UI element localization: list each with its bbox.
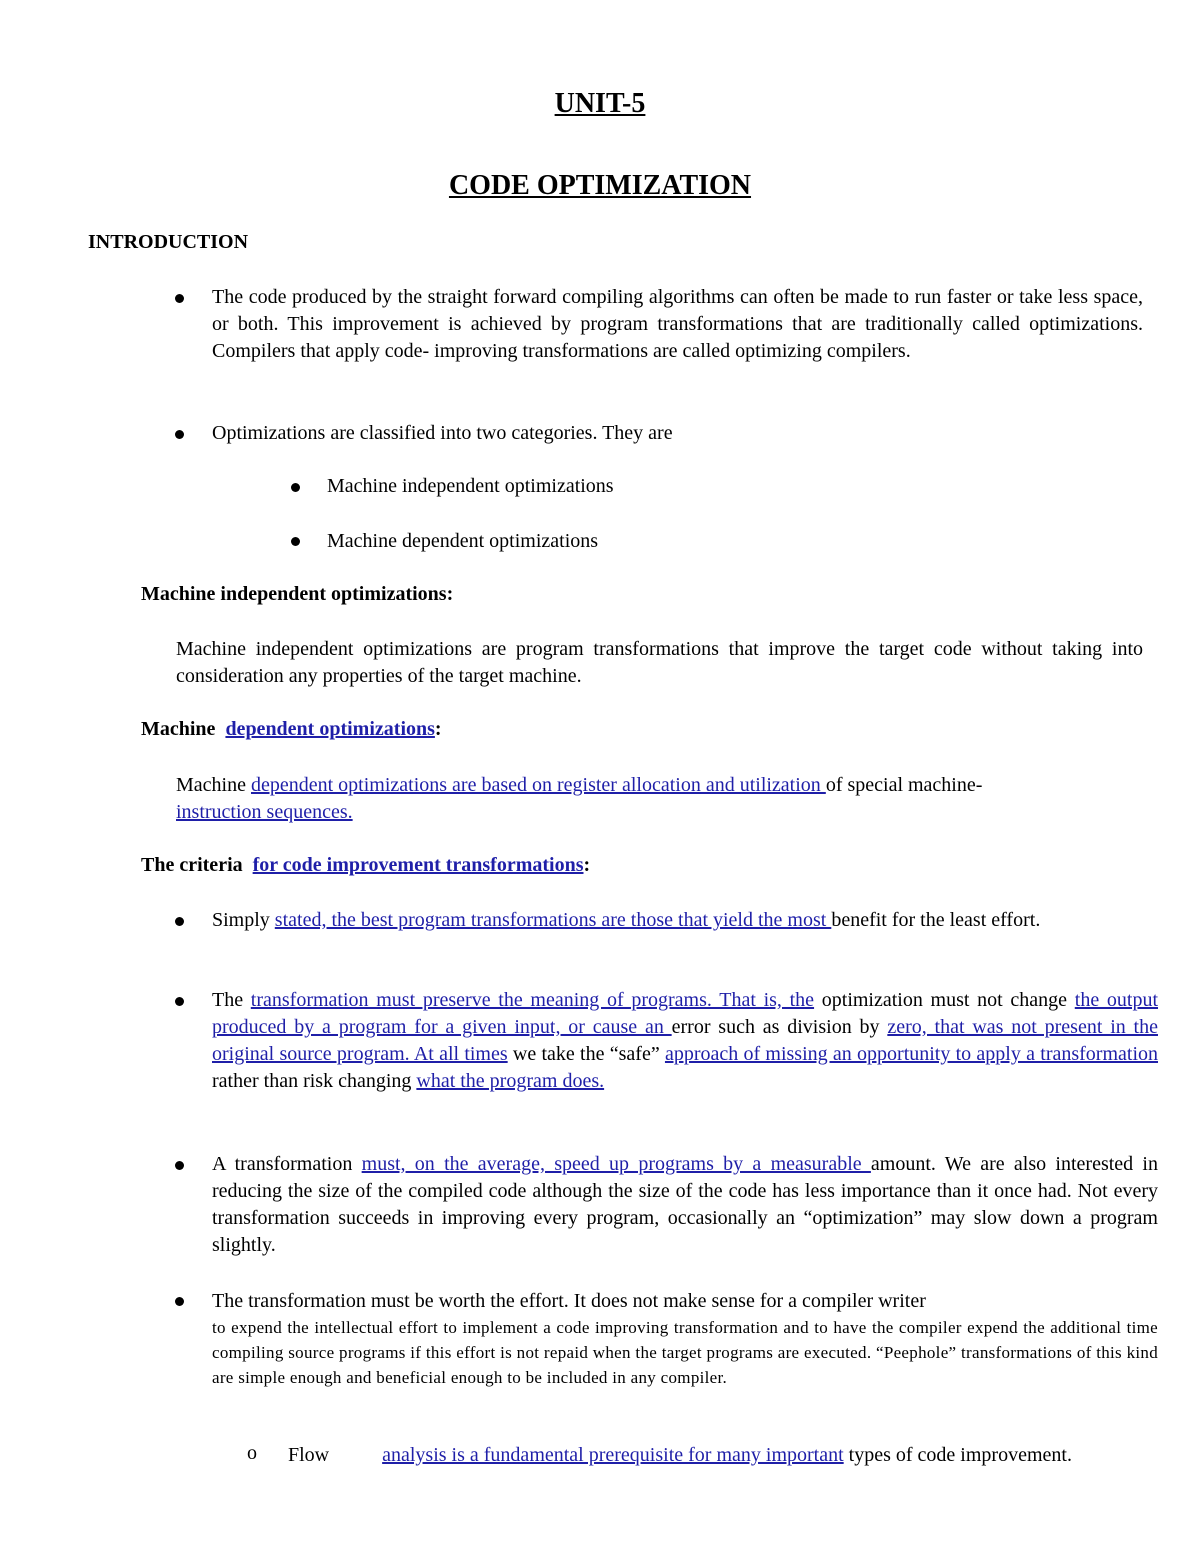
c3-plain: A transformation (212, 1153, 362, 1175)
c2-link-5[interactable]: what the program does. (416, 1070, 605, 1092)
c2-link-2[interactable]: the output produced by a program for a given input, or cause an (212, 989, 1159, 1038)
category-1: Machine independent optimizations (327, 475, 614, 497)
bullet-icon (175, 997, 184, 1006)
mi-text: Machine independent optimizations are program transformations that improve the target code without taking into consideration any properties of the target machine. (176, 638, 1143, 687)
md-heading-plain: Machine (141, 718, 221, 740)
mi-heading: Machine independent optimizations: (141, 583, 454, 605)
intro-bullet-1: The code produced by the straight forward compiling algorithms can often be made to run faster or take less space, or both. This improvement is achieved by program transformations that are traditionally called optimizations. Compilers that apply code- improving transformations are called optimizing compilers. (212, 286, 1143, 362)
bullet-icon (291, 483, 300, 492)
criteria-4-first: The transformation must be worth the effort. It does not make sense for a compiler writer (212, 1290, 926, 1312)
criteria-heading-link[interactable]: for code improvement transformations (252, 854, 584, 876)
c2-plain-4: we take the “safe” (507, 1043, 665, 1065)
md-heading-colon: : (434, 718, 442, 740)
c2-link-1[interactable]: transformation must preserve the meaning of programs. That is, the (250, 989, 815, 1011)
c2-link-4[interactable]: approach of missing an opportunity to apply a transformation (664, 1043, 1159, 1065)
criteria-heading-colon: : (583, 854, 591, 876)
md-text-plain-2: of special machine- (825, 774, 983, 796)
c2-plain-2: optimization must not change (814, 989, 1075, 1011)
md-heading-link[interactable]: dependent optimizations (225, 718, 435, 740)
c3-plain-2: amount. We are also interested in reducing the size of the compiled code although the size of the code has less importance than it once had. Not every transformation succeeds in improving every program, occasionally an “optimization” may slow down a program slightly. (212, 1153, 1158, 1256)
sub-bullet-marker: o (247, 1442, 257, 1464)
c2-plain-3: error such as division by (671, 1016, 888, 1038)
c2-link-3[interactable]: zero, that was not present in the original source program. At all times (212, 1016, 1158, 1065)
intro-bullet-2: Optimizations are classified into two categories. They are (212, 422, 673, 444)
c1-plain-2: benefit for the least effort. (831, 909, 1041, 931)
md-text-link-2[interactable]: instruction sequences. (176, 801, 353, 823)
bullet-icon (175, 1297, 184, 1306)
bullet-icon (175, 917, 184, 926)
category-2: Machine dependent optimizations (327, 530, 599, 552)
c2-plain-5: rather than risk changing (212, 1070, 417, 1092)
md-text-link[interactable]: dependent optimizations are based on register allocation and utilization (250, 774, 826, 796)
criteria-heading-plain: The criteria (141, 854, 248, 876)
md-text-plain: Machine (176, 774, 251, 796)
md-text (176, 772, 1158, 826)
criteria-3 (212, 1151, 1158, 1259)
c3-link[interactable]: must, on the average, speed up programs by a measurable (361, 1153, 871, 1175)
criteria-1 (212, 907, 1158, 934)
md-heading (141, 718, 442, 741)
unit-title: UNIT-5 (554, 88, 646, 119)
bullet-icon (175, 1161, 184, 1170)
sub-plain-2: types of code improvement. (843, 1444, 1072, 1466)
introduction-heading: INTRODUCTION (88, 231, 249, 253)
criteria-4-rest: to expend the intellectual effort to implement a code improving transformation and to have the compiler expend the additional time compiling source programs if this effort is not repaid when the target programs are executed. “Peephole” transformations of this kind are simple enough and beneficial enough to be included in any compiler. (212, 1318, 1158, 1387)
criteria-heading (141, 854, 590, 877)
criteria-2 (212, 987, 1158, 1095)
c1-link[interactable]: stated, the best program transformations are those that yield the most (274, 909, 832, 931)
bullet-icon (175, 430, 184, 439)
main-title: CODE OPTIMIZATION (448, 170, 752, 201)
c2-plain: The (212, 989, 251, 1011)
bullet-icon (291, 537, 300, 546)
sub-bullet-text (288, 1442, 1158, 1469)
sub-link[interactable]: analysis is a fundamental prerequisite for many important (382, 1444, 844, 1466)
bullet-icon (175, 294, 184, 303)
sub-plain: Flow (288, 1444, 335, 1466)
c1-plain: Simply (212, 909, 275, 931)
